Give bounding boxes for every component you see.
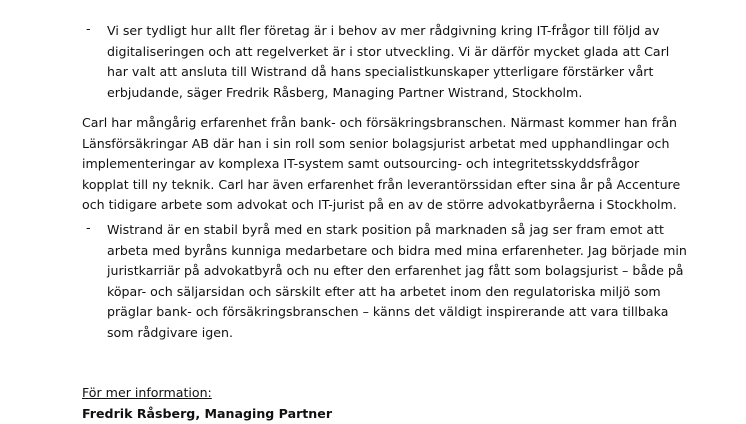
quote-carl-text: [107, 220, 727, 344]
text-line: präglar bank- och försäkringsbranschen – känns det väldigt inspirerande att vara tillbaka: [107, 304, 669, 320]
bio-paragraph: [82, 113, 732, 216]
text-line: digitaliseringen och att regelverket är i stor utveckling. Vi är därför mycket glada att Carl: [107, 43, 670, 59]
text-line: som rådgivare igen.: [107, 324, 233, 340]
quote-partner-text: [107, 21, 727, 103]
contact-name: Fredrik Råsberg, Managing Partner: [82, 405, 333, 421]
contact-section: [82, 383, 332, 424]
text-line: juristkarriär på advokatbyrå och nu efter den erfarenhet jag fått som bolagsjurist – både på: [107, 263, 684, 279]
more-info-heading: För mer information:: [82, 385, 212, 400]
text-line: och tidigare arbete som advokat och IT-jurist på en av de större advokatbyråerna i Stockholm.: [82, 197, 677, 213]
bullet-dash: -: [86, 220, 91, 235]
text-line: köpar- och säljarsidan och särskilt efter att ha arbetet inom den regulatoriska miljö som: [107, 283, 661, 299]
text-line: erbjudande, säger Fredrik Råsberg, Managing Partner Wistrand, Stockholm.: [107, 84, 583, 100]
text-line: arbeta med byråns kunniga medarbetare och bidra med mina erfarenheter. Jag började min: [107, 242, 687, 258]
text-line: Wistrand är en stabil byrå med en stark position på marknaden så jag ser fram emot att: [107, 222, 664, 237]
text-line: Carl har mångårig erfarenhet från bank- och försäkringsbranschen. Närmast kommer han från: [82, 115, 678, 130]
text-line: har valt att ansluta till Wistrand då hans specialistkunskaper ytterligare förstärker vårt: [107, 64, 654, 80]
bullet-dash: -: [86, 21, 91, 36]
text-line: kopplat till ny teknik. Carl har även erfarenhet från leverantörssidan efter sina år på Accenture: [82, 176, 681, 192]
text-line: Vi ser tydligt hur allt fler företag är i behov av mer rådgivning kring IT-frågor till följd av: [107, 23, 660, 38]
text-line: implementeringar av komplexa IT-system samt outsourcing- och integritetsskyddsfrågor: [82, 156, 640, 172]
text-line: Länsförsäkringar AB där han i sin roll som senior bolagsjurist arbetat med upphandlingar och: [82, 135, 670, 151]
